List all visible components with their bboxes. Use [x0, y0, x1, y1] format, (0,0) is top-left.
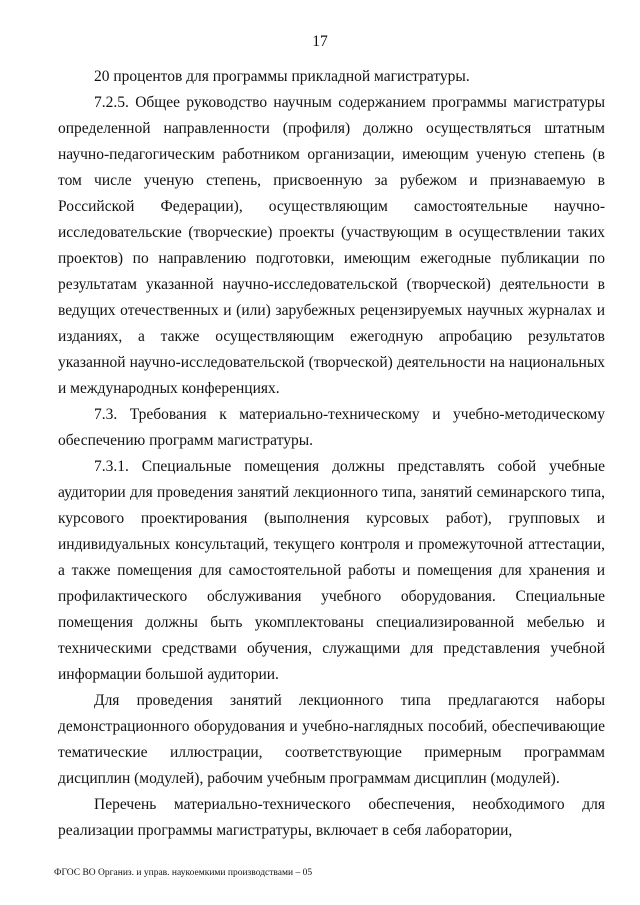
- paragraph-7-2-5: 7.2.5. Общее руководство научным содержанием программы магистратуры определенной направленности (профиля) должно осуществляться штатным научно-педагогическим работником организации, имеющим ученую степень (в том числе ученую степень, присвоенную за рубежом и признаваемую в Российской Федерации), осуществляющим самостоятельные научно-исследовательские (творческие) проекты (участвующим в осуществлении таких проектов) по направлению подготовки, имеющим ежегодные публикации по результатам указанной научно-исследовательской (творческой) деятельности в ведущих отечественных и (или) зарубежных рецензируемых научных журналах и изданиях, а также осуществляющим ежегодную апробацию результатов указанной научно-исследовательской (творческой) деятельности на национальных и международных конференциях.: [58, 94, 605, 397]
- page-number: 17: [312, 33, 328, 50]
- paragraph-equipment-list: Перечень материально-технического обеспечения, необходимого для реализации программы магистратуры, включает в себя лаборатории,: [58, 796, 605, 839]
- paragraph-7-3: 7.3. Требования к материально-техническому и учебно-методическому обеспечению программ магистратуры.: [58, 406, 605, 449]
- paragraph-continuation: 20 процентов для программы прикладной магистратуры.: [94, 68, 470, 85]
- document-body: [58, 64, 605, 844]
- paragraph-7-3-1: 7.3.1. Специальные помещения должны представлять собой учебные аудитории для проведения занятий лекционного типа, занятий семинарского типа, курсового проектирования (выполнения курсовых работ), групповых и индивидуальных консультаций, текущего контроля и промежуточной аттестации, а также помещения для самостоятельной работы и помещения для хранения и профилактического обслуживания учебного оборудования. Специальные помещения должны быть укомплектованы специализированной мебелью и техническими средствами обучения, служащими для представления учебной информации большой аудитории.: [58, 458, 605, 683]
- paragraph-lecture-equipment: Для проведения занятий лекционного типа предлагаются наборы демонстрационного оборудования и учебно-наглядных пособий, обеспечивающие тематические иллюстрации, соответствующие примерным программам дисциплин (модулей), рабочим учебным программам дисциплин (модулей).: [58, 692, 605, 787]
- footer-note: ФГОС ВО Организ. и управ. наукоемкими производствами – 05: [54, 868, 313, 878]
